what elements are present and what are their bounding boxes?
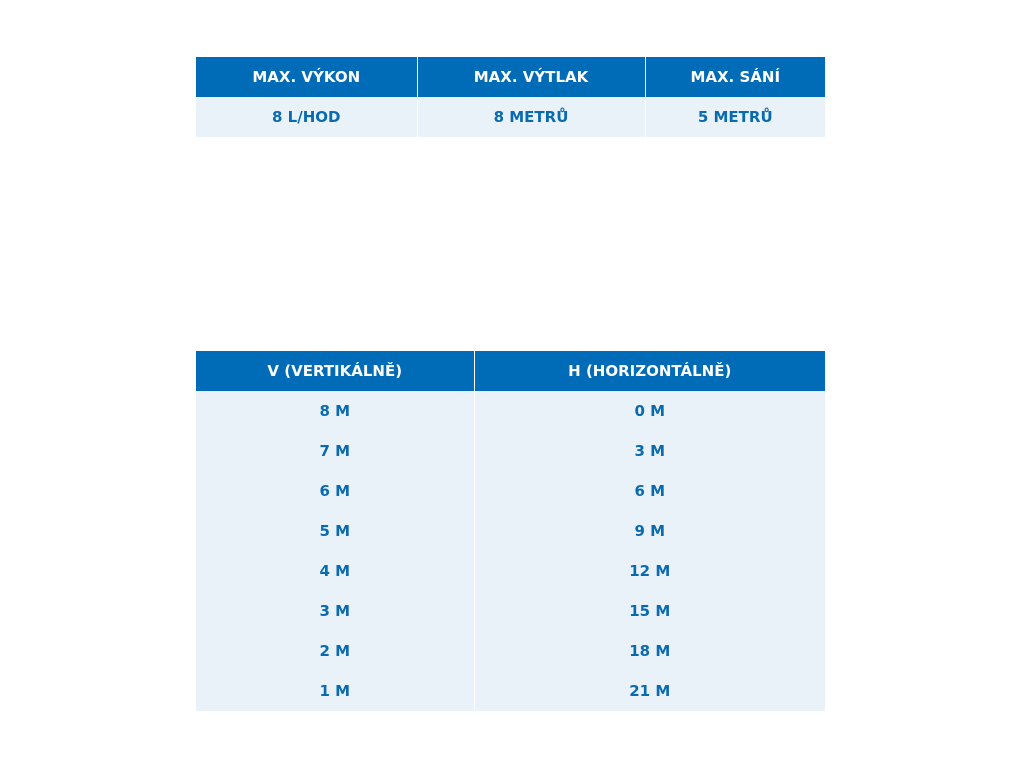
specs-header-max-discharge: MAX. VÝTLAK — [417, 57, 645, 97]
reach-horizontal-cell: 12 M — [474, 551, 825, 591]
specs-value-max-discharge: 8 METRŮ — [417, 97, 645, 137]
table-row — [196, 391, 825, 431]
reach-horizontal-cell: 21 M — [474, 671, 825, 711]
specs-header-max-output: MAX. VÝKON — [196, 57, 417, 97]
reach-horizontal-cell: 18 M — [474, 631, 825, 671]
reach-horizontal-cell: 0 M — [474, 391, 825, 431]
reach-table — [196, 351, 825, 711]
table-row — [196, 431, 825, 471]
reach-horizontal-cell: 15 M — [474, 591, 825, 631]
reach-vertical-cell: 6 M — [196, 471, 474, 511]
reach-horizontal-cell: 9 M — [474, 511, 825, 551]
reach-horizontal-cell: 6 M — [474, 471, 825, 511]
reach-vertical-cell: 1 M — [196, 671, 474, 711]
table-row — [196, 97, 825, 137]
table-row — [196, 591, 825, 631]
table-row — [196, 551, 825, 591]
reach-header-horizontal: H (HORIZONTÁLNĚ) — [474, 351, 825, 391]
reach-horizontal-cell: 3 M — [474, 431, 825, 471]
reach-vertical-cell: 2 M — [196, 631, 474, 671]
specs-value-max-suction: 5 METRŮ — [645, 97, 825, 137]
reach-vertical-cell: 3 M — [196, 591, 474, 631]
reach-vertical-cell: 4 M — [196, 551, 474, 591]
specs-header-max-suction: MAX. SÁNÍ — [645, 57, 825, 97]
table-row — [196, 631, 825, 671]
reach-vertical-cell: 8 M — [196, 391, 474, 431]
specs-table — [196, 57, 825, 137]
table-row — [196, 511, 825, 551]
reach-header-row — [196, 351, 825, 391]
reach-vertical-cell: 7 M — [196, 431, 474, 471]
table-row — [196, 671, 825, 711]
reach-vertical-cell: 5 M — [196, 511, 474, 551]
specs-value-max-output: 8 L/HOD — [196, 97, 417, 137]
specs-header-row — [196, 57, 825, 97]
reach-header-vertical: V (VERTIKÁLNĚ) — [196, 351, 474, 391]
table-row — [196, 471, 825, 511]
